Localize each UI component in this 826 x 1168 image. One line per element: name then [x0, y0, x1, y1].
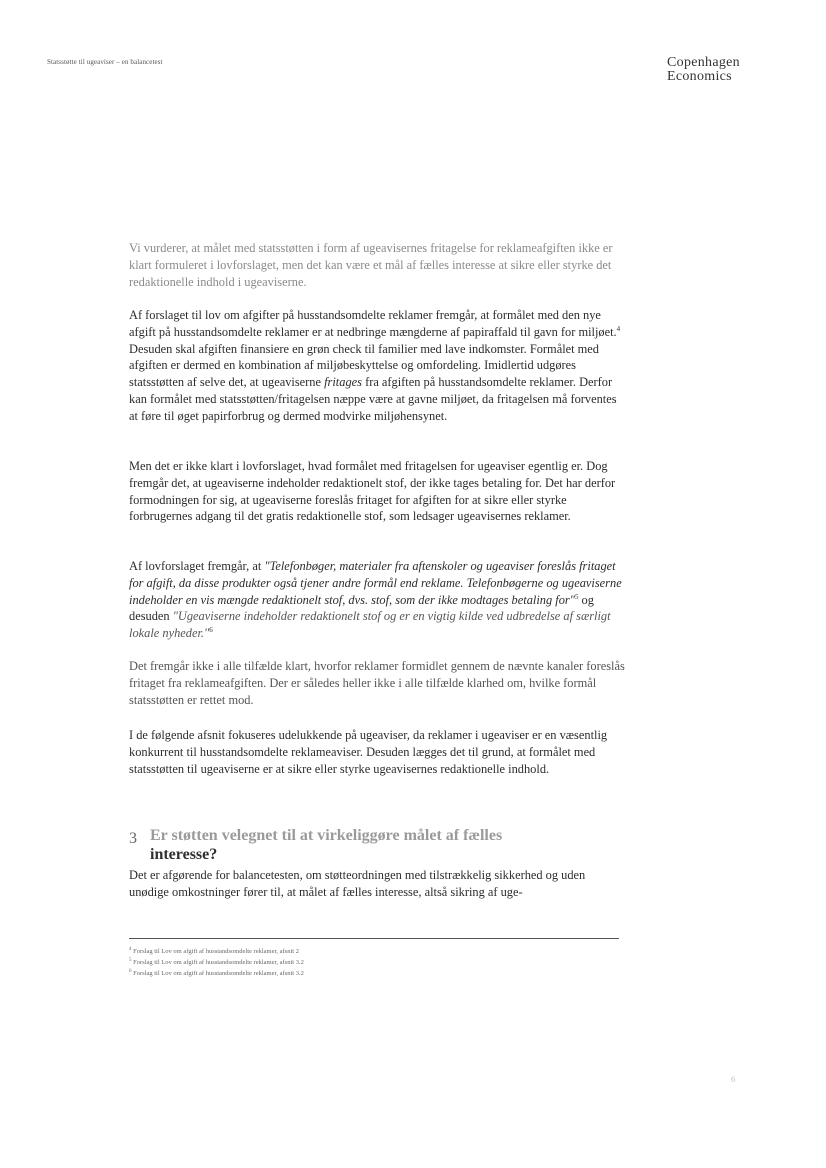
paragraph-4-quote-2: "Ugeaviserne indeholder redaktionelt stof og er en vigtig kilde ved udbredelse af særligt lokale nyheder.": [129, 609, 611, 641]
paragraph-6: [129, 727, 627, 777]
paragraph-4-part-b: og desuden: [129, 592, 594, 624]
paragraph-7: [129, 867, 627, 901]
footnote-item: [129, 946, 619, 957]
paragraph-3-text: Men det er ikke klart i lovforslaget, hvad formålet med fritagelsen for ugeaviser egentlig er. Dog fremgår det, at ugeaviserne indeholder redaktionelt stof, der ikke tages betaling for. Det har derfor formodningen for sig, at ugeaviserne foreslås fritaget for afgiften for at sikre eller styrke forbrugernes adgang til det gratis redaktionelle stof, som ledsager ugeavisernes reklamer.: [129, 459, 616, 524]
paragraph-2-part-b: Desuden skal afgiften finansiere en grøn check til familier med lave indkomster. Formålet med afgiften er dermed en kombination af miljøbeskyttelse og omfordeling. Imidlertid udgøres statsstøtten af selve det, at ugeaviserne: [129, 341, 600, 390]
paragraph-4: [129, 558, 627, 642]
footnote-ref-6: 6: [209, 626, 213, 635]
footnote-number: 5: [129, 957, 132, 963]
footnote-text: Forslag til Lov om afgift af husstandsomdelte reklamer, afsnit 2: [133, 948, 299, 955]
paragraph-6-text: I de følgende afsnit fokuseres udelukkende på ugeaviser, da reklamer i ugeaviser er en væsentlig konkurrent til husstandsomdelte reklameaviser. Desuden lægges det til grund, at formålet med statsstøtten til ugeaviserne er at sikre eller styrke ugeavisernes redaktionelle indhold.: [129, 728, 608, 776]
brand-line-2: Economics: [667, 69, 732, 84]
paragraph-4-part-a: Af lovforslaget fremgår, at: [129, 559, 265, 573]
paragraph-2: [129, 307, 627, 425]
footnote-divider: [129, 938, 619, 939]
page-number: 6: [731, 1075, 735, 1084]
paragraph-3: [129, 458, 627, 525]
footnote-text: Forslag til Lov om afgift af husstandsomdelte reklamer, afsnit 3.2: [133, 959, 304, 966]
paragraph-2-emphasis: fritages: [324, 375, 362, 390]
paragraph-1-text: Vi vurderer, at målet med statsstøtten i form af ugeavisernes fritagelse for reklameafgiften ikke er klart formuleret i lovforslaget, men det kan være et mål af fælles interesse at sikre eller styrke det redaktionelle indhold i ugeaviserne.: [129, 241, 613, 289]
footnote-item: [129, 968, 619, 979]
section-title-line-2: interesse?: [150, 846, 218, 863]
footnote-ref-4: 4: [616, 324, 621, 333]
paragraph-4-quote-1: "Telefonbøger, materialer fra aftenskoler og ugeaviser foreslås fritaget for afgift, da disse produkter også tjener andre formål end reklame. Telefonbøgerne og ugeaviserne indeholder en vis mængde redaktionelt stof, dvs. stof, som der ikke modtages betaling for": [129, 559, 622, 607]
section-title-line-1: Er støtten velegnet til at virkeliggøre målet af fælles: [150, 827, 503, 844]
running-header-title: Statsstøtte til ugeaviser – en balancetest: [47, 58, 163, 66]
section-number: 3: [129, 830, 137, 847]
paragraph-5-text: Det fremgår ikke i alle tilfælde klart, hvorfor reklamer formidlet gennem de nævnte kanaler foreslås fritaget fra reklameafgiften. Der er således heller ikke i alle tilfælde klarhed om, hvilke formål statsstøtten er rettet mod.: [129, 659, 625, 707]
brand-line-1: Copenhagen: [667, 55, 740, 70]
footnote-number: 6: [129, 968, 132, 974]
footnote-item: [129, 957, 619, 968]
paragraph-5: [129, 658, 627, 708]
paragraph-2-part-c: fra afgiften på husstandsomdelte reklamer. Derfor kan formålet med statsstøtten/fritagelsen næppe være at gavne miljøet, da fritagelsen må forventes at føre til øget papirforbrug og dermed modvirke miljøhensynet.: [129, 375, 617, 423]
footnote-ref-5: 5: [574, 592, 579, 601]
paragraph-7-text: Det er afgørende for balancetesten, om støtteordningen med tilstrækkelig sikkerhed og uden unødige omkostninger fører til, at målet af fælles interesse, altså sikring af uge-: [129, 868, 586, 899]
brand-logo: [667, 56, 740, 84]
paragraph-2-part-a: Af forslaget til lov om afgifter på husstandsomdelte reklamer fremgår, at formålet med den nye afgift på husstandsomdelte reklamer er at nedbringe mængderne af papiraffald til gavn for miljøet.: [129, 308, 617, 339]
footnotes: [129, 946, 619, 979]
footnote-text: Forslag til Lov om afgift af husstandsomdelte reklamer, afsnit 3.2: [133, 970, 304, 977]
footnote-number: 4: [129, 946, 132, 952]
paragraph-1: [129, 240, 627, 290]
